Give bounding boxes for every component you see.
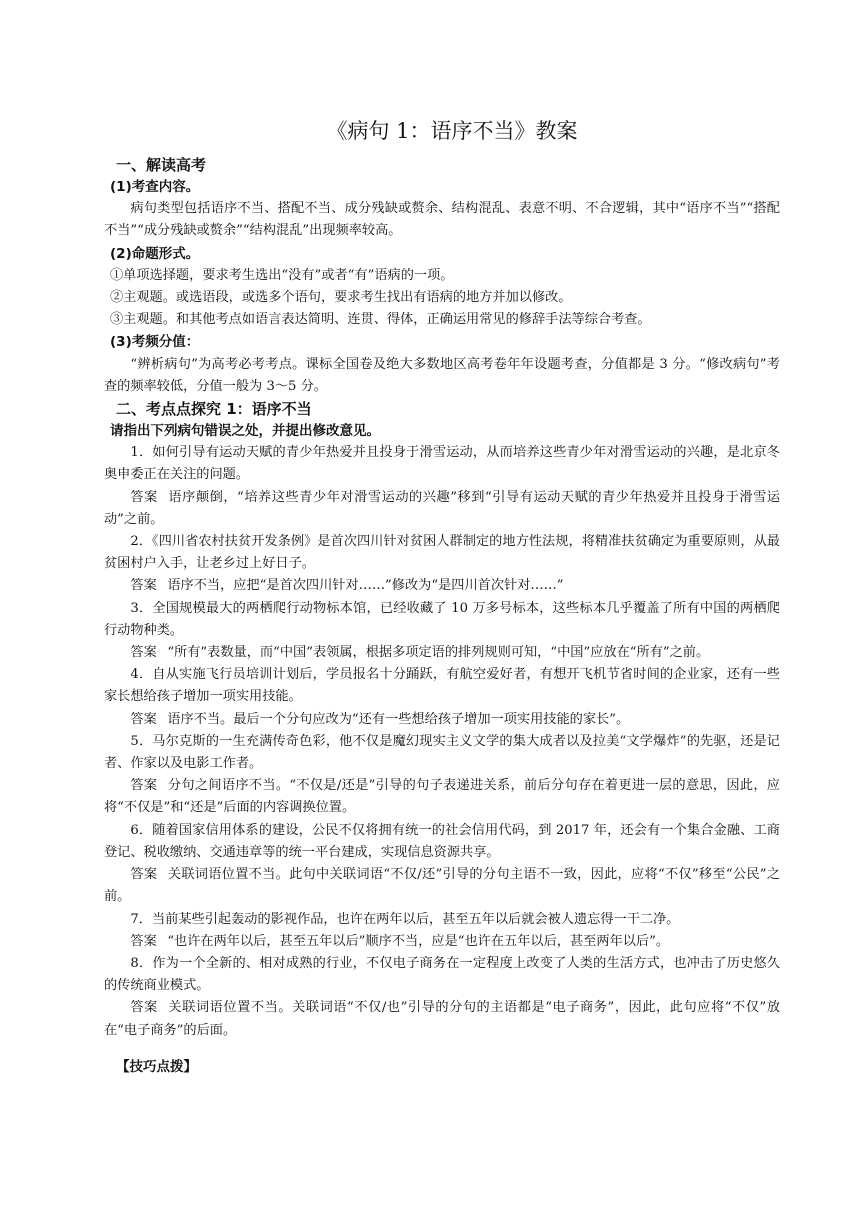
answer-text: “也许在两年以后，甚至五年以后”顺序不当，应是“也许在五年以后，甚至两年以后”。 [167, 933, 670, 949]
answer-3 [104, 642, 780, 664]
section-heading-1: 一、解读高考 [116, 156, 207, 174]
answer-1 [104, 487, 780, 531]
subheading-exam-content: (1)考查内容。 [110, 179, 200, 195]
answer-text: 关联词语位置不当。关联词语“不仅/也”引导的分句的主语都是“电子商务”，因此，此句应将“不仅”放在“电子商务”的后面。 [104, 1000, 781, 1038]
page-title: 《病句 1：语序不当》教案 [326, 119, 578, 143]
section-heading-2: 二、考点点探究 1：语序不当 [116, 400, 312, 419]
answer-text: 语序颠倒，“培养这些青少年对滑雪运动的兴趣”移到“引导有运动天赋的青少年热爱并且投身于滑雪运动”之前。 [104, 489, 781, 527]
answer-5 [104, 775, 780, 819]
answer-text: 语序不当，应把“是首次四川针对……”修改为“是四川首次针对……” [167, 578, 564, 594]
answer-label: 答案 [130, 645, 157, 661]
question-6: 6．随着国家信用体系的建设，公民不仅将拥有统一的社会信用代码，到 2017 年，还会有一个集合金融、工商登记、税收缴纳、交通违章等的统一平台建成，实现信息资源共享。 [104, 822, 780, 860]
answer-6 [104, 864, 780, 908]
instruction-text: 请指出下列病句错误之处，并提出修改意见。 [110, 423, 380, 440]
list-item-form-2: ②主观题。或选语段，或选多个语句，要求考生找出有语病的地方并加以修改。 [110, 290, 572, 306]
question-7: 7．当前某些引起轰动的影视作品，也许在两年以后，甚至五年以后就会被人遗忘得一干二净。 [130, 911, 680, 927]
question-4: 4．自从实施飞行员培训计划后，学员报名十分踊跃，有航空爱好者，有想开飞机节省时间的企业家，还有一些家长想给孩子增加一项实用技能。 [104, 667, 780, 705]
answer-text: “所有”表数量，而“中国”表领属，根据多项定语的排列规则可知，“中国”应放在“所有”之前。 [167, 645, 710, 661]
question-8: 8．作为一个全新的、相对成熟的行业，不仅电子商务在一定程度上改变了人类的生活方式，也冲击了历史悠久的传统商业模式。 [104, 955, 780, 994]
answer-label: 答案 [130, 578, 157, 594]
tips-heading: 【技巧点拨】 [116, 1058, 197, 1075]
answer-text: 分句之间语序不当。“不仅是/还是”引导的句子表递进关系，前后分句存在着更进一层的意思，因此，应将“不仅是”和“还是”后面的内容调换位置。 [104, 778, 780, 816]
answer-text: 语序不当。最后一个分句应改为“还有一些想给孩子增加一项实用技能的家长”。 [167, 711, 630, 727]
question-2: 2．《四川省农村扶贫开发条例》是首次四川针对贫困人群制定的地方性法规，将精准扶贫确定为重要原则，从最贫困村户入手，让老乡过上好日子。 [104, 534, 780, 572]
list-item-form-1: ①单项选择题，要求考生选出“没有”或者“有”语病的一项。 [110, 267, 454, 283]
answer-text: 关联词语位置不当。此句中关联词语“不仅/还”引导的分句主语不一致，因此，应将“不仅”移至“公民”之前。 [104, 867, 781, 905]
answer-label: 答案 [130, 778, 158, 794]
answer-label: 答案 [130, 1000, 158, 1016]
answer-4 [104, 709, 780, 731]
paragraph-exam-content: 病句类型包括语序不当、搭配不当、成分残缺或赘余、结构混乱、表意不明、不合逻辑，其中“语序不当”“搭配不当”“成分残缺或赘余”“结构混乱”出现频率较高。 [104, 201, 780, 239]
list-item-form-3: ③主观题。和其他考点如语言表达简明、连贯、得体，正确运用常见的修辞手法等综合考查。 [110, 312, 651, 328]
answer-label: 答案 [130, 933, 157, 949]
question-5: 5．马尔克斯的一生充满传奇色彩，他不仅是魔幻现实主义文学的集大成者以及拉美“文学爆炸”的先驱，还是记者、作家以及电影工作者。 [104, 733, 780, 772]
answer-label: 答案 [130, 489, 158, 505]
spacer [104, 1042, 780, 1056]
question-1: 1．如何引导有运动天赋的青少年热爱并且投身于滑雪运动，从而培养这些青少年对滑雪运动的兴趣，是北京冬奥申委正在关注的问题。 [104, 445, 780, 483]
answer-2 [104, 575, 780, 597]
answer-8 [104, 997, 780, 1041]
subheading-question-form: (2)命题形式。 [110, 245, 200, 262]
question-3: 3．全国规模最大的两栖爬行动物标本馆，已经收藏了 10 万多号标本，这些标本几乎覆盖了所有中国的两栖爬行动物种类。 [104, 600, 780, 638]
paragraph-frequency-score: “辨析病句”为高考必考考点。课标全国卷及绝大多数地区高考卷年年设题考查，分值都是 3 分。“修改病句”考查的频率较低，分值一般为 3～5 分。 [104, 356, 780, 394]
subheading-frequency-score: (3)考频分值： [110, 334, 200, 351]
answer-label: 答案 [130, 711, 157, 727]
answer-label: 答案 [130, 867, 158, 883]
answer-7 [104, 931, 780, 953]
